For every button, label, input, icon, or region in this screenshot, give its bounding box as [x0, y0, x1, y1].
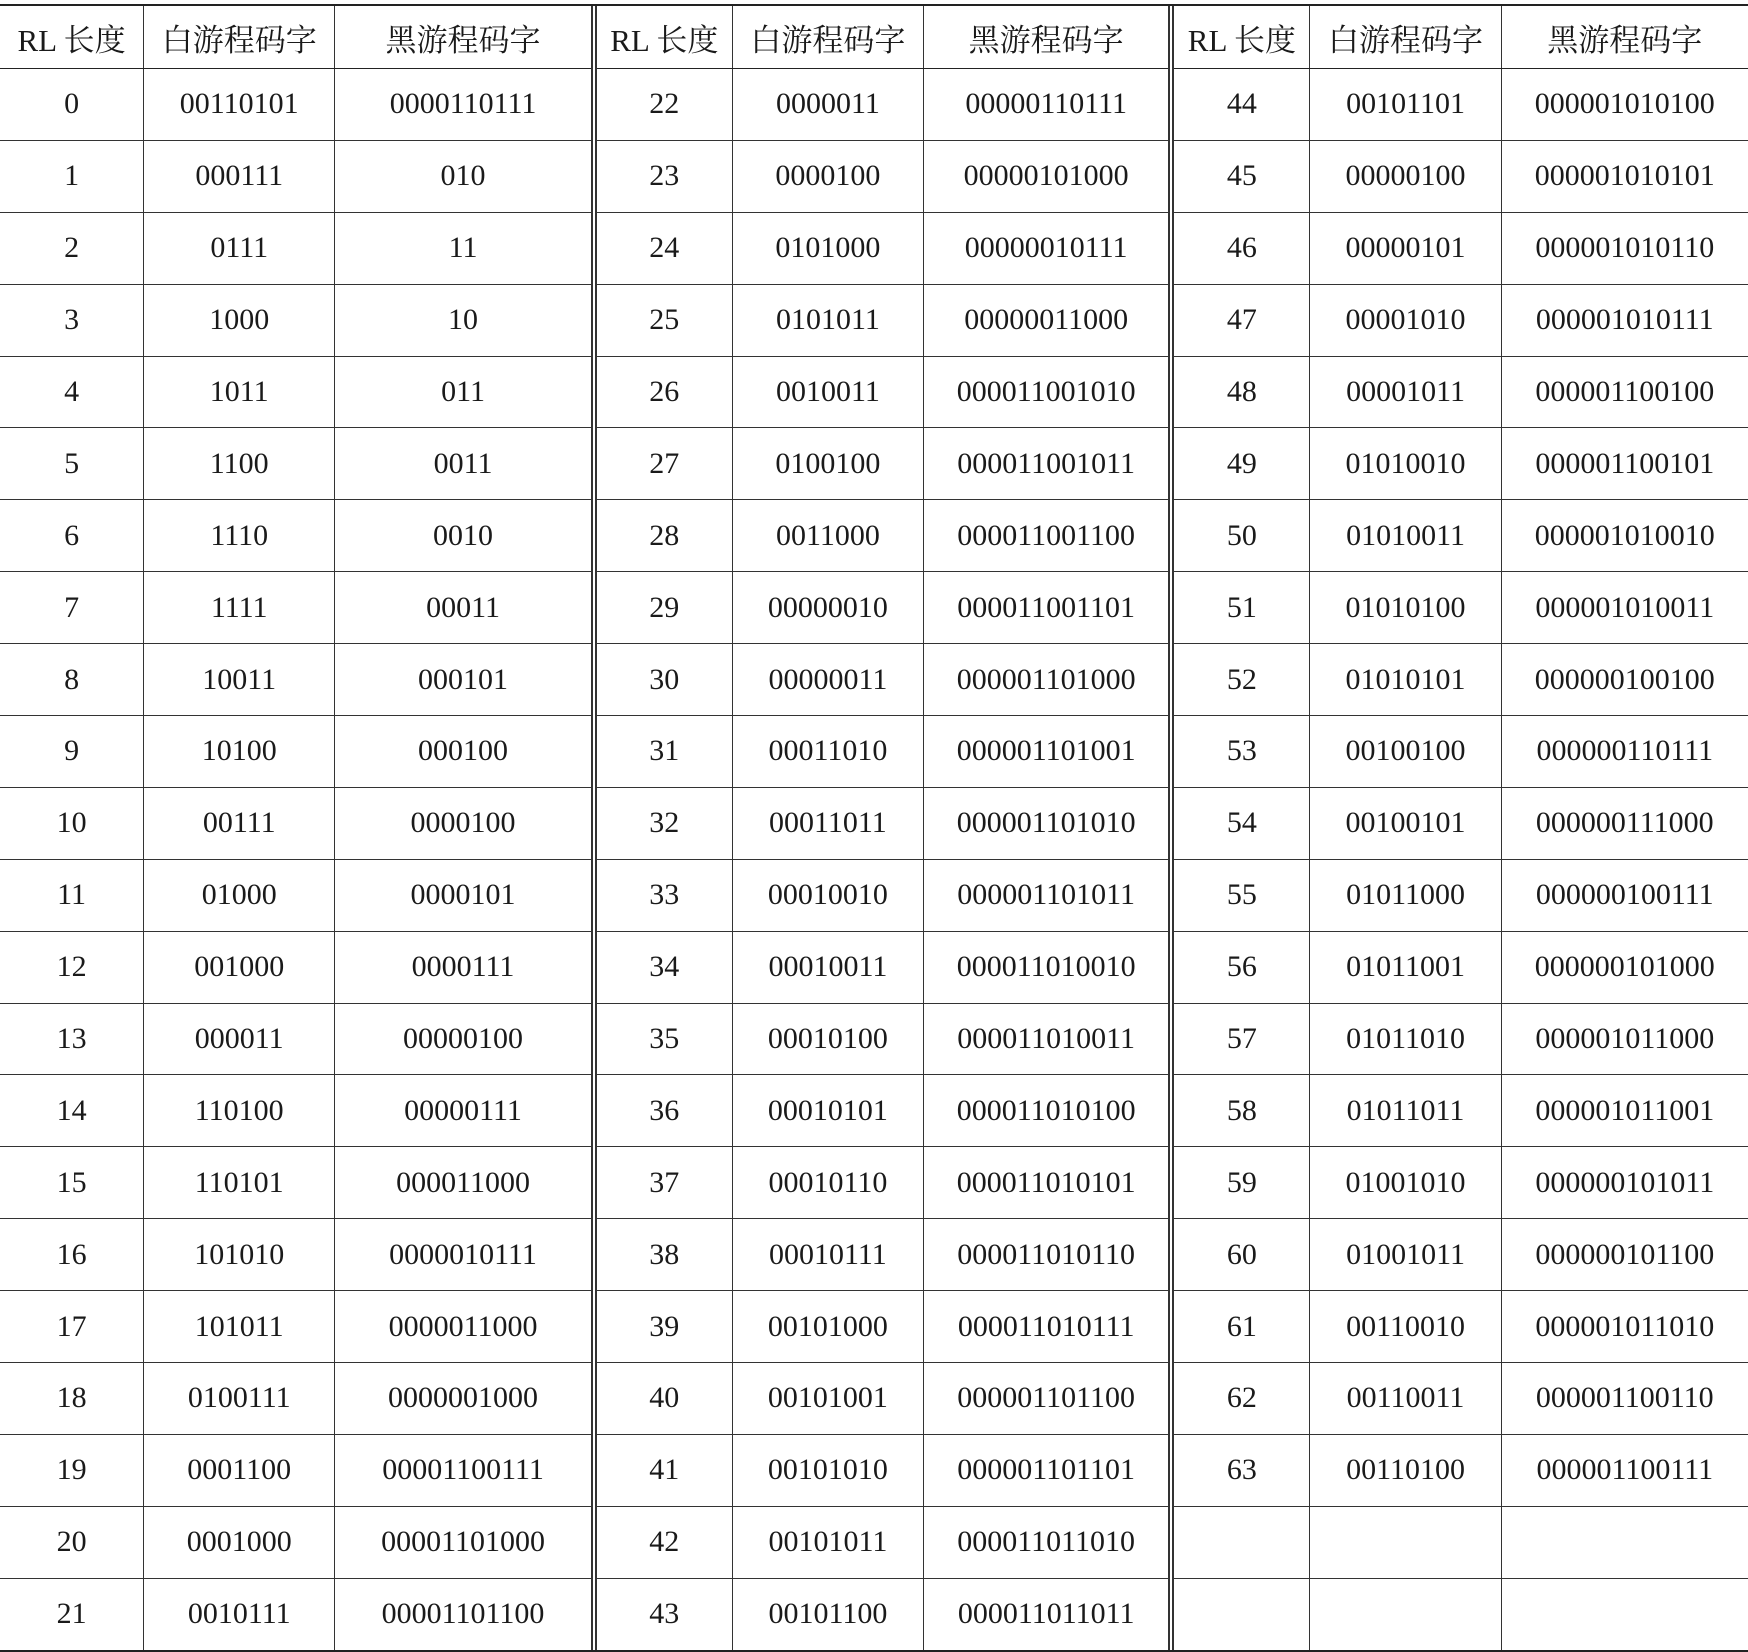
white-code-cell: 0011000	[732, 500, 923, 572]
rl-length-cell: 48	[1171, 356, 1310, 428]
header-black-code: 黑游程码字	[1501, 6, 1748, 69]
white-code-cell: 001000	[144, 931, 335, 1003]
white-code-cell: 00100101	[1310, 787, 1501, 859]
black-code-cell: 000001010111	[1501, 284, 1748, 356]
white-code-cell: 101011	[144, 1291, 335, 1363]
white-code-cell: 110100	[144, 1075, 335, 1147]
rl-length-cell: 18	[0, 1363, 144, 1435]
rl-length-cell: 30	[594, 644, 733, 716]
black-code-cell: 000001101001	[924, 716, 1172, 788]
rl-length-cell: 7	[0, 572, 144, 644]
white-code-cell: 0001100	[144, 1434, 335, 1506]
rl-length-cell: 27	[594, 428, 733, 500]
black-code-cell: 000000101011	[1501, 1147, 1748, 1219]
black-code-cell: 00000101000	[924, 140, 1172, 212]
rl-length-cell: 55	[1171, 859, 1310, 931]
table-row	[0, 572, 1748, 644]
white-code-cell: 00011011	[732, 787, 923, 859]
rl-length-cell: 39	[594, 1291, 733, 1363]
rl-length-cell: 42	[594, 1506, 733, 1578]
rl-length-cell: 8	[0, 644, 144, 716]
black-code-cell: 000001101100	[924, 1363, 1172, 1435]
rl-length-cell: 46	[1171, 212, 1310, 284]
white-code-cell: 1100	[144, 428, 335, 500]
black-code-cell: 0000100	[335, 787, 594, 859]
white-code-cell: 00001011	[1310, 356, 1501, 428]
white-code-cell: 0100111	[144, 1363, 335, 1435]
rl-length-cell: 28	[594, 500, 733, 572]
white-code-cell: 10100	[144, 716, 335, 788]
black-code-cell: 00001100111	[335, 1434, 594, 1506]
white-code-cell: 01010101	[1310, 644, 1501, 716]
rl-length-cell: 53	[1171, 716, 1310, 788]
table-row	[0, 1434, 1748, 1506]
black-code-cell: 000000110111	[1501, 716, 1748, 788]
rl-length-cell: 0	[0, 69, 144, 141]
rl-length-cell: 36	[594, 1075, 733, 1147]
rl-length-cell: 43	[594, 1578, 733, 1649]
table-row	[0, 859, 1748, 931]
rl-length-cell: 58	[1171, 1075, 1310, 1147]
rl-length-cell: 16	[0, 1219, 144, 1291]
rl-length-cell: 63	[1171, 1434, 1310, 1506]
black-code-cell: 000101	[335, 644, 594, 716]
black-code-cell: 000011001100	[924, 500, 1172, 572]
black-code-cell: 000011010011	[924, 1003, 1172, 1075]
black-code-cell: 000001010010	[1501, 500, 1748, 572]
white-code-cell: 0010011	[732, 356, 923, 428]
black-code-cell: 000100	[335, 716, 594, 788]
rl-length-cell: 40	[594, 1363, 733, 1435]
black-code-cell	[1501, 1506, 1748, 1578]
white-code-cell: 00101001	[732, 1363, 923, 1435]
black-code-cell: 000001100101	[1501, 428, 1748, 500]
black-code-cell: 000011001011	[924, 428, 1172, 500]
black-code-cell: 000001011001	[1501, 1075, 1748, 1147]
header-black-code: 黑游程码字	[924, 6, 1172, 69]
table-row	[0, 1219, 1748, 1291]
rl-length-cell: 33	[594, 859, 733, 931]
rl-length-cell: 11	[0, 859, 144, 931]
black-code-cell: 000000101000	[1501, 931, 1748, 1003]
rl-length-cell: 44	[1171, 69, 1310, 141]
white-code-cell: 1111	[144, 572, 335, 644]
white-code-cell: 01011011	[1310, 1075, 1501, 1147]
white-code-cell: 00101101	[1310, 69, 1501, 141]
rl-length-cell: 25	[594, 284, 733, 356]
table-row	[0, 1291, 1748, 1363]
rl-length-cell: 23	[594, 140, 733, 212]
rl-length-cell: 22	[594, 69, 733, 141]
black-code-cell: 010	[335, 140, 594, 212]
white-code-cell: 1110	[144, 500, 335, 572]
white-code-cell: 00010111	[732, 1219, 923, 1291]
white-code-cell: 1000	[144, 284, 335, 356]
black-code-cell: 0000001000	[335, 1363, 594, 1435]
white-code-cell: 110101	[144, 1147, 335, 1219]
white-code-cell: 1011	[144, 356, 335, 428]
header-black-code: 黑游程码字	[335, 6, 594, 69]
run-length-code-table	[0, 6, 1748, 1650]
black-code-cell: 000001100100	[1501, 356, 1748, 428]
white-code-cell: 00101011	[732, 1506, 923, 1578]
table-row	[0, 69, 1748, 141]
black-code-cell: 000001010100	[1501, 69, 1748, 141]
black-code-cell: 000001010101	[1501, 140, 1748, 212]
rl-length-cell: 54	[1171, 787, 1310, 859]
white-code-cell: 00000101	[1310, 212, 1501, 284]
black-code-cell: 000011000	[335, 1147, 594, 1219]
white-code-cell: 00000011	[732, 644, 923, 716]
rl-length-cell: 50	[1171, 500, 1310, 572]
rl-length-cell: 21	[0, 1578, 144, 1649]
white-code-cell: 0100100	[732, 428, 923, 500]
black-code-cell: 000001100110	[1501, 1363, 1748, 1435]
black-code-cell: 000011010100	[924, 1075, 1172, 1147]
black-code-cell: 000001101011	[924, 859, 1172, 931]
black-code-cell: 000001011010	[1501, 1291, 1748, 1363]
rl-length-cell: 1	[0, 140, 144, 212]
rl-length-cell: 57	[1171, 1003, 1310, 1075]
white-code-cell: 01011010	[1310, 1003, 1501, 1075]
white-code-cell: 10011	[144, 644, 335, 716]
rl-length-cell: 31	[594, 716, 733, 788]
black-code-cell: 000011010110	[924, 1219, 1172, 1291]
black-code-cell: 000000100100	[1501, 644, 1748, 716]
black-code-cell: 00001101000	[335, 1506, 594, 1578]
rl-length-cell: 62	[1171, 1363, 1310, 1435]
table-row	[0, 500, 1748, 572]
rl-length-cell: 47	[1171, 284, 1310, 356]
rl-length-cell: 14	[0, 1075, 144, 1147]
black-code-cell: 0011	[335, 428, 594, 500]
black-code-cell: 0000111	[335, 931, 594, 1003]
white-code-cell: 0001000	[144, 1506, 335, 1578]
white-code-cell: 01011000	[1310, 859, 1501, 931]
table-row	[0, 1003, 1748, 1075]
header-white-code: 白游程码字	[732, 6, 923, 69]
white-code-cell: 00010101	[732, 1075, 923, 1147]
rl-length-cell	[1171, 1506, 1310, 1578]
black-code-cell	[1501, 1578, 1748, 1649]
rl-length-cell: 51	[1171, 572, 1310, 644]
rl-length-cell: 34	[594, 931, 733, 1003]
white-code-cell: 01001010	[1310, 1147, 1501, 1219]
header-rl-length: RL 长度	[0, 6, 144, 69]
rl-length-cell: 6	[0, 500, 144, 572]
black-code-cell: 000011001101	[924, 572, 1172, 644]
table-row	[0, 1075, 1748, 1147]
white-code-cell: 01001011	[1310, 1219, 1501, 1291]
table-row	[0, 356, 1748, 428]
table-row	[0, 787, 1748, 859]
black-code-cell: 000000100111	[1501, 859, 1748, 931]
white-code-cell: 0111	[144, 212, 335, 284]
white-code-cell: 01010011	[1310, 500, 1501, 572]
rl-length-cell: 59	[1171, 1147, 1310, 1219]
white-code-cell: 00111	[144, 787, 335, 859]
rl-length-cell: 2	[0, 212, 144, 284]
white-code-cell: 00110010	[1310, 1291, 1501, 1363]
white-code-cell: 00110100	[1310, 1434, 1501, 1506]
black-code-cell: 000001100111	[1501, 1434, 1748, 1506]
white-code-cell: 00001010	[1310, 284, 1501, 356]
table-row	[0, 1506, 1748, 1578]
black-code-cell: 000000111000	[1501, 787, 1748, 859]
white-code-cell: 00100100	[1310, 716, 1501, 788]
rl-length-cell: 12	[0, 931, 144, 1003]
rl-length-cell: 38	[594, 1219, 733, 1291]
white-code-cell: 101010	[144, 1219, 335, 1291]
table-row	[0, 284, 1748, 356]
black-code-cell: 011	[335, 356, 594, 428]
rl-length-cell: 5	[0, 428, 144, 500]
rl-length-cell: 41	[594, 1434, 733, 1506]
black-code-cell: 000001010011	[1501, 572, 1748, 644]
white-code-cell: 00010010	[732, 859, 923, 931]
rl-length-cell: 35	[594, 1003, 733, 1075]
black-code-cell: 000001010110	[1501, 212, 1748, 284]
rl-length-cell: 13	[0, 1003, 144, 1075]
table-row	[0, 1147, 1748, 1219]
rl-length-cell: 9	[0, 716, 144, 788]
white-code-cell: 0010111	[144, 1578, 335, 1649]
black-code-cell: 00000011000	[924, 284, 1172, 356]
rl-length-cell: 4	[0, 356, 144, 428]
black-code-cell: 000011010101	[924, 1147, 1172, 1219]
rl-length-cell: 61	[1171, 1291, 1310, 1363]
white-code-cell: 00010100	[732, 1003, 923, 1075]
table-row	[0, 931, 1748, 1003]
white-code-cell	[1310, 1506, 1501, 1578]
header-rl-length: RL 长度	[1171, 6, 1310, 69]
rl-length-cell: 37	[594, 1147, 733, 1219]
white-code-cell: 000111	[144, 140, 335, 212]
rl-length-cell: 24	[594, 212, 733, 284]
black-code-cell: 00001101100	[335, 1578, 594, 1649]
white-code-cell: 0000100	[732, 140, 923, 212]
black-code-cell: 00000110111	[924, 69, 1172, 141]
white-code-cell: 01011001	[1310, 931, 1501, 1003]
table-row	[0, 140, 1748, 212]
table-row	[0, 644, 1748, 716]
rl-length-cell: 19	[0, 1434, 144, 1506]
table-row	[0, 428, 1748, 500]
rl-length-cell: 32	[594, 787, 733, 859]
white-code-cell: 00010110	[732, 1147, 923, 1219]
white-code-cell: 000011	[144, 1003, 335, 1075]
black-code-cell: 000011001010	[924, 356, 1172, 428]
rl-length-cell: 10	[0, 787, 144, 859]
white-code-cell: 01010010	[1310, 428, 1501, 500]
black-code-cell: 000000101100	[1501, 1219, 1748, 1291]
black-code-cell: 0010	[335, 500, 594, 572]
white-code-cell: 00000010	[732, 572, 923, 644]
rl-length-cell: 52	[1171, 644, 1310, 716]
table-row	[0, 1578, 1748, 1649]
rl-length-cell: 45	[1171, 140, 1310, 212]
black-code-cell: 000001101000	[924, 644, 1172, 716]
black-code-cell: 000011011010	[924, 1506, 1172, 1578]
table-row	[0, 716, 1748, 788]
header-rl-length: RL 长度	[594, 6, 733, 69]
white-code-cell: 00110101	[144, 69, 335, 141]
header-white-code: 白游程码字	[1310, 6, 1501, 69]
white-code-cell: 00110011	[1310, 1363, 1501, 1435]
rl-length-cell	[1171, 1578, 1310, 1649]
table-row	[0, 212, 1748, 284]
black-code-cell: 00000111	[335, 1075, 594, 1147]
black-code-cell: 00000010111	[924, 212, 1172, 284]
black-code-cell: 000001101101	[924, 1434, 1172, 1506]
rl-length-cell: 20	[0, 1506, 144, 1578]
table-row	[0, 1363, 1748, 1435]
header-row	[0, 6, 1748, 69]
black-code-cell: 000001011000	[1501, 1003, 1748, 1075]
black-code-cell: 000001101010	[924, 787, 1172, 859]
rl-length-cell: 26	[594, 356, 733, 428]
rl-length-cell: 3	[0, 284, 144, 356]
white-code-cell: 01010100	[1310, 572, 1501, 644]
rl-length-cell: 60	[1171, 1219, 1310, 1291]
run-length-code-table-container	[0, 4, 1748, 1652]
white-code-cell: 0101011	[732, 284, 923, 356]
white-code-cell: 01000	[144, 859, 335, 931]
black-code-cell: 0000010111	[335, 1219, 594, 1291]
black-code-cell: 000011010111	[924, 1291, 1172, 1363]
black-code-cell: 0000110111	[335, 69, 594, 141]
white-code-cell: 00010011	[732, 931, 923, 1003]
black-code-cell: 0000011000	[335, 1291, 594, 1363]
black-code-cell: 00000100	[335, 1003, 594, 1075]
table-body	[0, 69, 1748, 1650]
table-header	[0, 6, 1748, 69]
white-code-cell: 00101000	[732, 1291, 923, 1363]
white-code-cell: 00000100	[1310, 140, 1501, 212]
header-white-code: 白游程码字	[144, 6, 335, 69]
black-code-cell: 000011011011	[924, 1578, 1172, 1649]
rl-length-cell: 29	[594, 572, 733, 644]
black-code-cell: 10	[335, 284, 594, 356]
white-code-cell: 0000011	[732, 69, 923, 141]
rl-length-cell: 49	[1171, 428, 1310, 500]
white-code-cell: 0101000	[732, 212, 923, 284]
black-code-cell: 000011010010	[924, 931, 1172, 1003]
black-code-cell: 00011	[335, 572, 594, 644]
rl-length-cell: 56	[1171, 931, 1310, 1003]
white-code-cell	[1310, 1578, 1501, 1649]
rl-length-cell: 15	[0, 1147, 144, 1219]
white-code-cell: 00011010	[732, 716, 923, 788]
black-code-cell: 11	[335, 212, 594, 284]
rl-length-cell: 17	[0, 1291, 144, 1363]
white-code-cell: 00101010	[732, 1434, 923, 1506]
white-code-cell: 00101100	[732, 1578, 923, 1649]
black-code-cell: 0000101	[335, 859, 594, 931]
